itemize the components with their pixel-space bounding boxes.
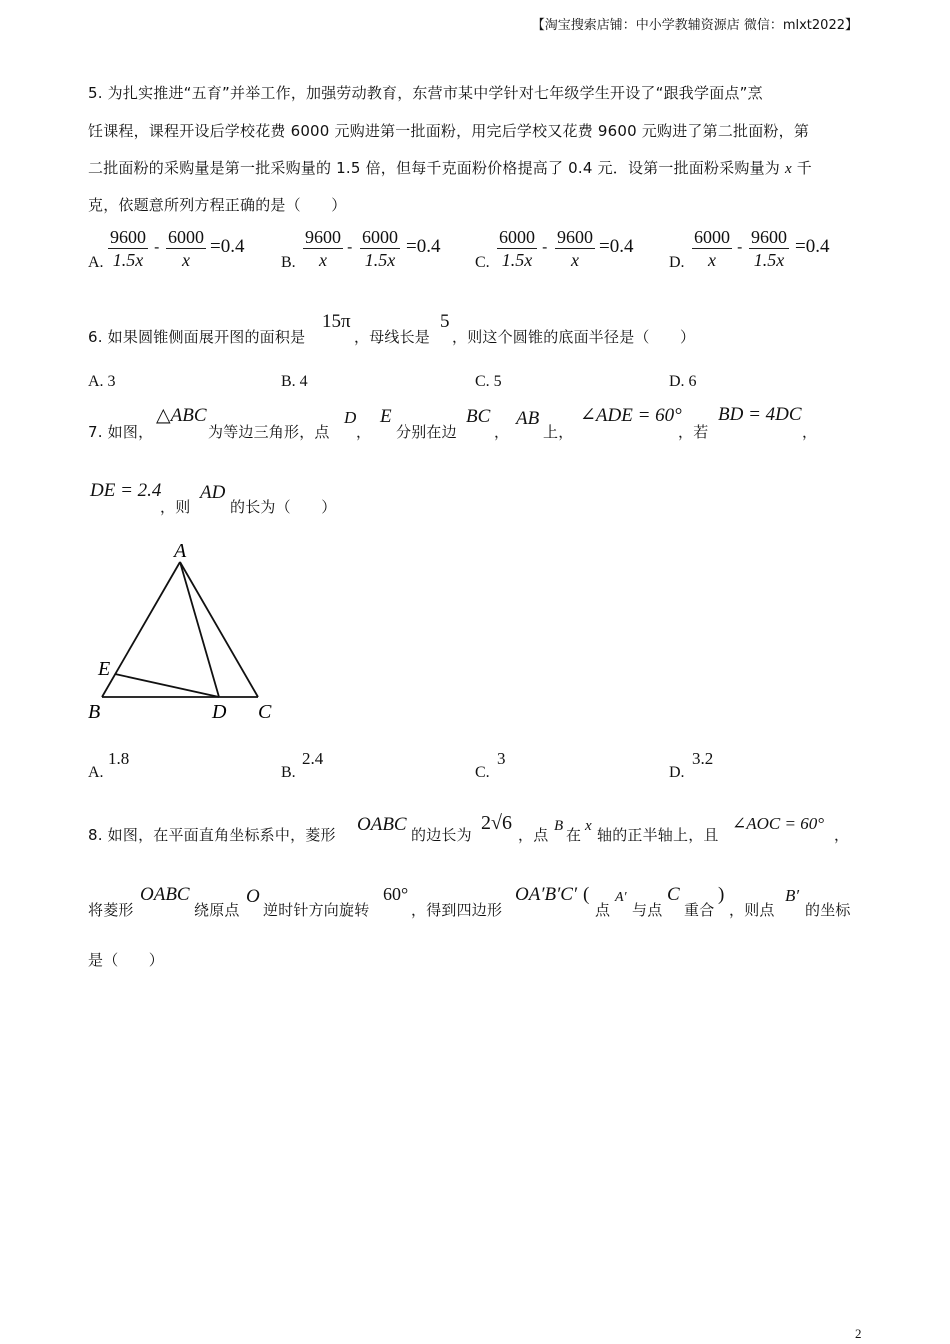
q5-line3 bbox=[88, 157, 812, 178]
q7-triangle: △ABC bbox=[156, 405, 207, 426]
q8-point-a-prime: A′ bbox=[615, 890, 627, 905]
q8-rhombus-oabc: OABC bbox=[357, 814, 407, 835]
page-number: 2 bbox=[855, 1326, 862, 1341]
q7-point-e: E bbox=[380, 406, 392, 427]
q7-text-5: ，则 bbox=[160, 498, 191, 516]
q7-comma: ， bbox=[356, 423, 372, 441]
minus-sign: - bbox=[737, 238, 743, 256]
q7-option-d-value: 3.2 bbox=[692, 749, 714, 768]
numerator: 9600 bbox=[305, 227, 341, 247]
q8-line2-h: ，则点 bbox=[729, 901, 775, 919]
q5-option-b-label: B. bbox=[281, 254, 296, 271]
q8-text-5: ， bbox=[834, 826, 850, 844]
minus-sign: - bbox=[154, 238, 160, 256]
q7-text-3: 上， bbox=[543, 423, 574, 441]
q8-line2-f: 与点 bbox=[632, 901, 663, 919]
label-a: A bbox=[174, 540, 187, 562]
q7-text-6: 的长为（ ） bbox=[230, 498, 337, 516]
q7-end-comma: ， bbox=[802, 423, 818, 441]
minus-sign: - bbox=[347, 238, 353, 256]
label-b: B bbox=[88, 701, 101, 723]
q8-point-c: C bbox=[667, 884, 680, 905]
numerator: 9600 bbox=[110, 227, 146, 247]
q6-text-post: ，则这个圆锥的底面半径是（ ） bbox=[452, 328, 696, 346]
q5-option-b-frac1 bbox=[303, 226, 343, 271]
denominator: x bbox=[319, 250, 327, 270]
q8-paren-close: ) bbox=[718, 884, 725, 905]
minus-sign: - bbox=[542, 238, 548, 256]
q7-option-b-value: 2.4 bbox=[302, 749, 324, 768]
q8-text-pre: 8. 如图，在平面直角坐标系中，菱形 bbox=[88, 826, 336, 844]
q8-line2-i: 的坐标 bbox=[805, 901, 851, 919]
denominator: x bbox=[182, 250, 190, 270]
denominator: x bbox=[571, 250, 579, 270]
q5-option-a-frac2 bbox=[166, 226, 206, 271]
numerator: 6000 bbox=[168, 227, 204, 247]
q5-option-c-label: C. bbox=[475, 254, 490, 271]
q5-option-d-frac2 bbox=[749, 226, 789, 271]
q8-text-1: 的边长为 bbox=[411, 826, 472, 844]
q5-line2: 饪课程，课程开设后学校花费 6000 元购进第一批面粉，用完后学校又花费 9600 元购进了第二批面粉，第 bbox=[88, 122, 810, 140]
side-ab bbox=[102, 562, 180, 697]
q8-line2-e: 点 bbox=[595, 901, 611, 919]
q7-text-pre: 7. 如图， bbox=[88, 423, 154, 441]
q5-option-c-frac2 bbox=[555, 226, 595, 271]
numerator: 6000 bbox=[499, 227, 535, 247]
q8-origin-o: O bbox=[246, 886, 260, 907]
label-c: C bbox=[258, 701, 272, 723]
q8-line2-a: 将菱形 bbox=[88, 901, 134, 919]
q8-quadrilateral: OA′B′C′ bbox=[515, 884, 578, 905]
q6-option-b: B. 4 bbox=[281, 373, 308, 390]
q5-option-b-frac2 bbox=[360, 226, 400, 271]
denominator: 1.5x bbox=[364, 250, 396, 270]
q8-line2-g: 重合 bbox=[684, 901, 715, 919]
q7-angle-ade: ∠ADE = 60° bbox=[580, 405, 682, 426]
q8-line2-c: 逆时针方向旋转 bbox=[263, 901, 370, 919]
q7-text-4: ，若 bbox=[678, 423, 709, 441]
q7-text-2: 分别在边 bbox=[396, 423, 457, 441]
q8-text-3: 在 bbox=[566, 826, 582, 844]
q7-de-eq: DE = 2.4 bbox=[90, 480, 162, 501]
q7-option-c-value: 3 bbox=[497, 749, 506, 768]
q8-text-2: ，点 bbox=[518, 826, 549, 844]
q5-line4: 克，依题意所列方程正确的是（ ） bbox=[88, 196, 347, 214]
numerator: 9600 bbox=[557, 227, 593, 247]
q6-slant-length: 5 bbox=[440, 311, 450, 332]
q5-option-d-frac1 bbox=[692, 226, 732, 271]
q8-rotation-angle: 60° bbox=[383, 884, 409, 904]
numerator: 6000 bbox=[362, 227, 398, 247]
q6-option-d: D. 6 bbox=[669, 373, 697, 390]
label-e: E bbox=[98, 658, 111, 680]
q7-option-d-label: D. bbox=[669, 764, 685, 781]
q8-side-length: 2√6 bbox=[481, 812, 512, 834]
q7-point-d: D bbox=[344, 408, 357, 427]
label-d: D bbox=[212, 701, 227, 723]
q7-option-c-label: C. bbox=[475, 764, 490, 781]
segment-ad bbox=[180, 562, 219, 697]
q5-option-d-rhs: =0.4 bbox=[795, 236, 830, 257]
q5-option-a-label: A. bbox=[88, 254, 104, 271]
q8-point-b: B bbox=[554, 818, 564, 834]
q5-line3-text: 二批面粉的采购量是第一批采购量的 1.5 倍，但每千克面粉价格提高了 0.4 元．设第一批面粉采购量为 bbox=[88, 159, 780, 177]
q7-side-ab: AB bbox=[516, 408, 540, 429]
q7-comma-2: ， bbox=[494, 423, 510, 441]
q5-line1: 5. 为扎实推进“五育”并举工作，加强劳动教育，东营市某中学针对七年级学生开设了“跟我学面点”烹 bbox=[88, 84, 763, 102]
q7-option-a-label: A. bbox=[88, 764, 104, 781]
q6-text-pre: 6. 如果圆锥侧面展开图的面积是 bbox=[88, 328, 306, 346]
q7-ad: AD bbox=[200, 482, 226, 503]
q5-option-b-rhs: =0.4 bbox=[406, 236, 441, 257]
q5-option-d-label: D. bbox=[669, 254, 685, 271]
q7-side-bc: BC bbox=[466, 406, 491, 427]
q5-var-x: x bbox=[784, 161, 792, 177]
q6-option-a: A. 3 bbox=[88, 373, 116, 390]
q8-line2-d: ，得到四边形 bbox=[411, 901, 503, 919]
q8-x-axis: x bbox=[585, 818, 592, 834]
q8-paren-open: ( bbox=[583, 884, 590, 905]
page-header: 【淘宝搜索店铺：中小学教辅资源店 微信：mlxt2022】 bbox=[531, 18, 858, 33]
q8-line2-b: 绕原点 bbox=[194, 901, 240, 919]
q8-angle-aoc: ∠AOC = 60° bbox=[732, 814, 825, 833]
q5-option-a-rhs: =0.4 bbox=[210, 236, 245, 257]
q5-option-c-rhs: =0.4 bbox=[599, 236, 634, 257]
q5-line3-end: 千 bbox=[796, 159, 812, 177]
segment-ed bbox=[115, 674, 219, 697]
q7-triangle-figure bbox=[80, 535, 290, 725]
denominator: 1.5x bbox=[112, 250, 144, 270]
q8-text-4: 轴的正半轴上，且 bbox=[597, 826, 719, 844]
q5-option-c-frac1 bbox=[497, 226, 537, 271]
denominator: x bbox=[708, 250, 716, 270]
q7-bd-eq: BD = 4DC bbox=[718, 404, 802, 425]
side-ac bbox=[180, 562, 258, 697]
q8-line3: 是（ ） bbox=[88, 951, 165, 969]
q6-area: 15π bbox=[322, 311, 351, 332]
q6-text-mid: ，母线长是 bbox=[354, 328, 431, 346]
numerator: 6000 bbox=[694, 227, 730, 247]
denominator: 1.5x bbox=[501, 250, 533, 270]
q7-text-1: 为等边三角形，点 bbox=[208, 423, 330, 441]
denominator: 1.5x bbox=[753, 250, 785, 270]
q6-option-c: C. 5 bbox=[475, 373, 502, 390]
q8-rhombus-oabc-2: OABC bbox=[140, 884, 190, 905]
numerator: 9600 bbox=[751, 227, 787, 247]
q5-option-a-frac1 bbox=[108, 226, 148, 271]
q8-point-b-prime: B′ bbox=[785, 886, 800, 905]
q7-option-a-value: 1.8 bbox=[108, 749, 130, 768]
q7-option-b-label: B. bbox=[281, 764, 296, 781]
